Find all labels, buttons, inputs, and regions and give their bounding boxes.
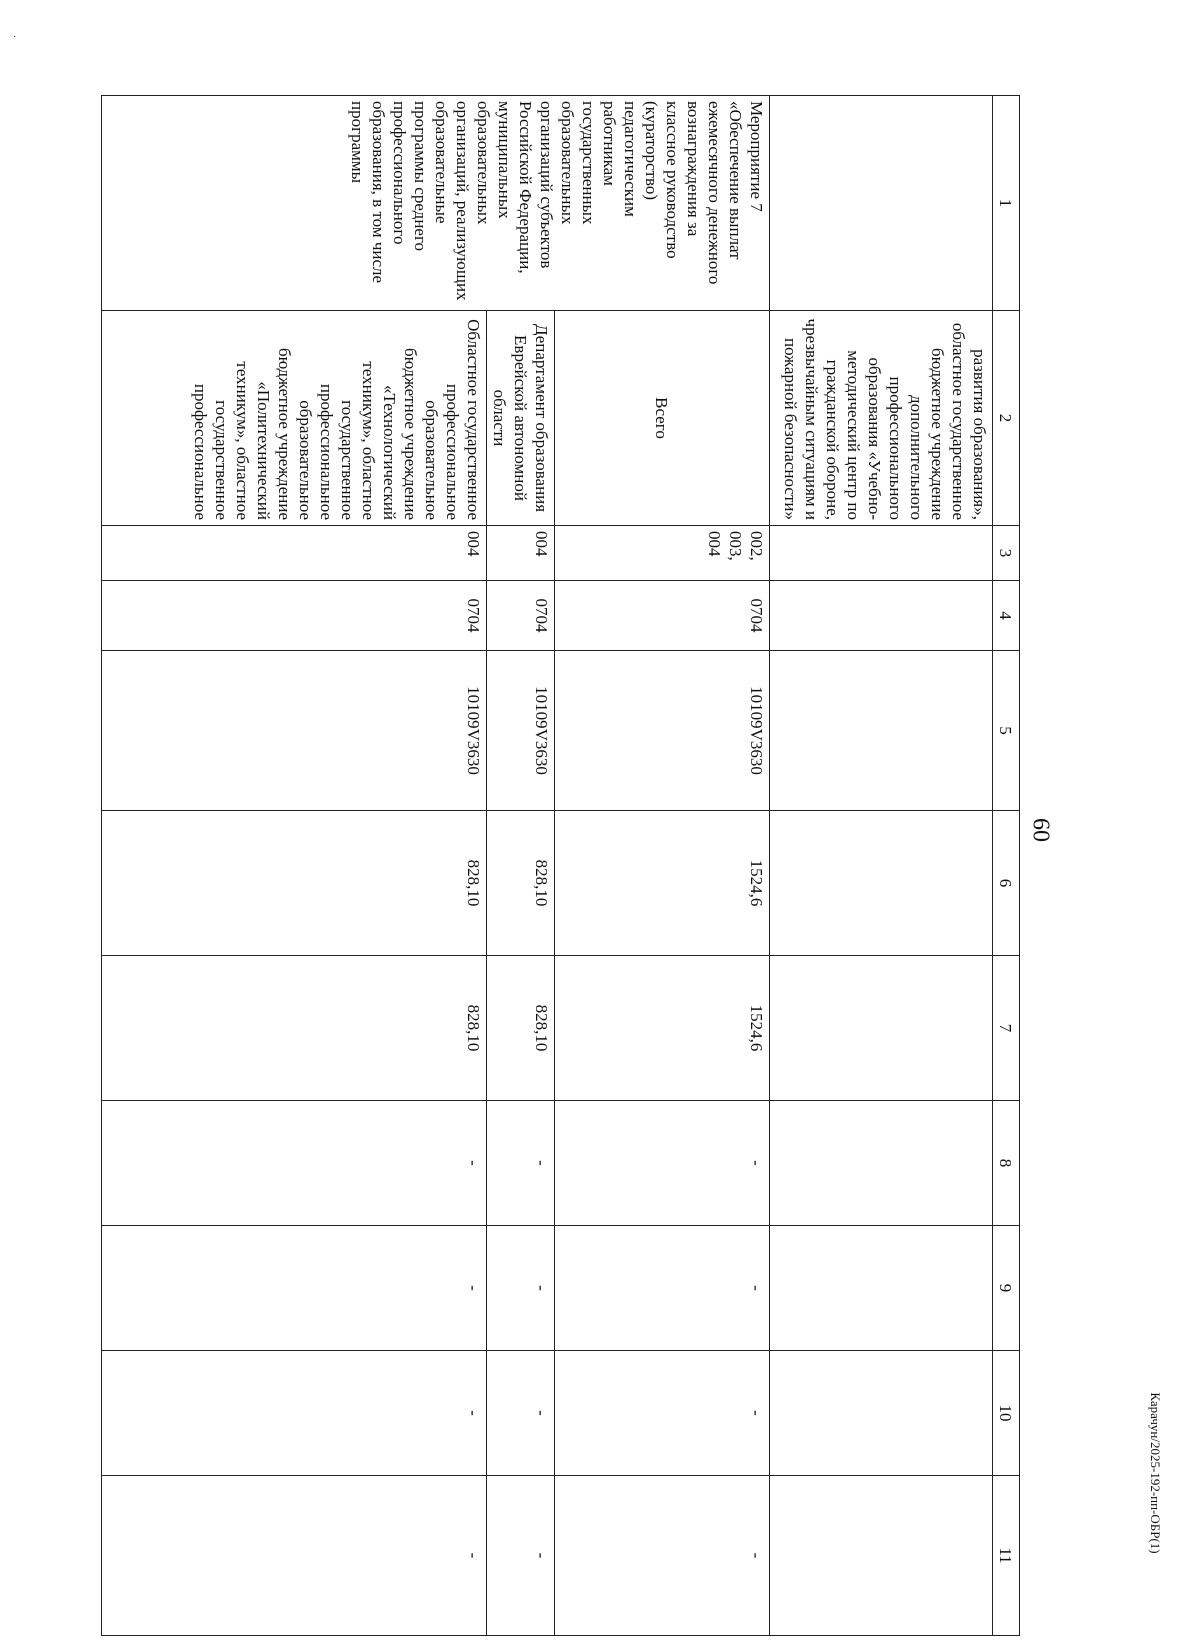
budget-table [101,95,1020,1636]
continuation-row [770,96,993,1636]
rzpr-institutions: 0704 [102,581,487,651]
amount-fed-total: 1524,6 [555,956,770,1101]
header-cell-10: 10 [993,1351,1020,1476]
document-code: Карачун/2025-192-пп-ОБР(1) [1148,1392,1163,1554]
col10-total: - [555,1351,770,1476]
table-row-total [555,96,770,1636]
col11-total: - [555,1476,770,1636]
grbs-total: 002, 003, 004 [555,526,770,581]
header-cell-3: 3 [993,526,1020,581]
col8-department: - [487,1101,555,1226]
csr-total: 10109V3630 [555,651,770,811]
amount-fed-institutions: 828,10 [102,956,487,1101]
col9-total: - [555,1226,770,1351]
budget-table-rotated [110,95,1020,1635]
header-cell-7: 7 [993,956,1020,1101]
header-cell-9: 9 [993,1226,1020,1351]
grbs-department: 004 [487,526,555,581]
header-cell-2: 2 [993,311,1020,526]
header-cell-1: 1 [993,96,1020,311]
executor-department: Департамент образования Еврейской автономной области [487,311,555,526]
header-cell-6: 6 [993,811,1020,956]
scan-speck: · [13,32,17,43]
header-cell-11: 11 [993,1476,1020,1636]
col9-department: - [487,1226,555,1351]
header-cell-8: 8 [993,1101,1020,1226]
header-cell-4: 4 [993,581,1020,651]
amount-institutions: 828,10 [102,811,487,956]
amount-department: 828,10 [487,811,555,956]
col8-institutions: - [102,1101,487,1226]
grbs-institutions: 004 [102,526,487,581]
csr-department: 10109V3630 [487,651,555,811]
csr-institutions: 10109V3630 [102,651,487,811]
continuation-executor-text: развития образования», областное государственное бюджетное учреждение дополнительного профессионального образования «Учебно-методический центр по гражданской обороне, чрезвычайным ситуациям и пожарной безопасности» [770,311,993,526]
executor-institutions: Областное государственное профессиональное образовательное бюджетное учреждение «Технологический техникум», областное государственное профессиональное образовательное бюджетное учреждение «Политехнический техникум», областное государственное профессиональное [102,311,487,526]
header-cell-5: 5 [993,651,1020,811]
executor-total: Всего [555,311,770,526]
col11-institutions: - [102,1476,487,1636]
rzpr-department: 0704 [487,581,555,651]
page-number: 60 [1027,818,1054,842]
amount-fed-department: 828,10 [487,956,555,1101]
rzpr-total: 0704 [555,581,770,651]
header-row [993,96,1020,1636]
col11-department: - [487,1476,555,1636]
continuation-col1 [770,96,993,311]
col9-institutions: - [102,1226,487,1351]
amount-total: 1524,6 [555,811,770,956]
col10-institutions: - [102,1351,487,1476]
measure-name: Мероприятие 7 «Обеспечение выплат ежемесячного денежного вознаграждения за классное руководство (кураторство) педагогическим работникам государственных образовательных организаций субъектов Российской Федерации, муниципальных образовательных организаций, реализующих образовательные программы среднего профессионального образования, в том числе программы [102,96,770,311]
table-row-department [487,96,555,1636]
table-row-institutions [102,96,487,1636]
col10-department: - [487,1351,555,1476]
col8-total: - [555,1101,770,1226]
